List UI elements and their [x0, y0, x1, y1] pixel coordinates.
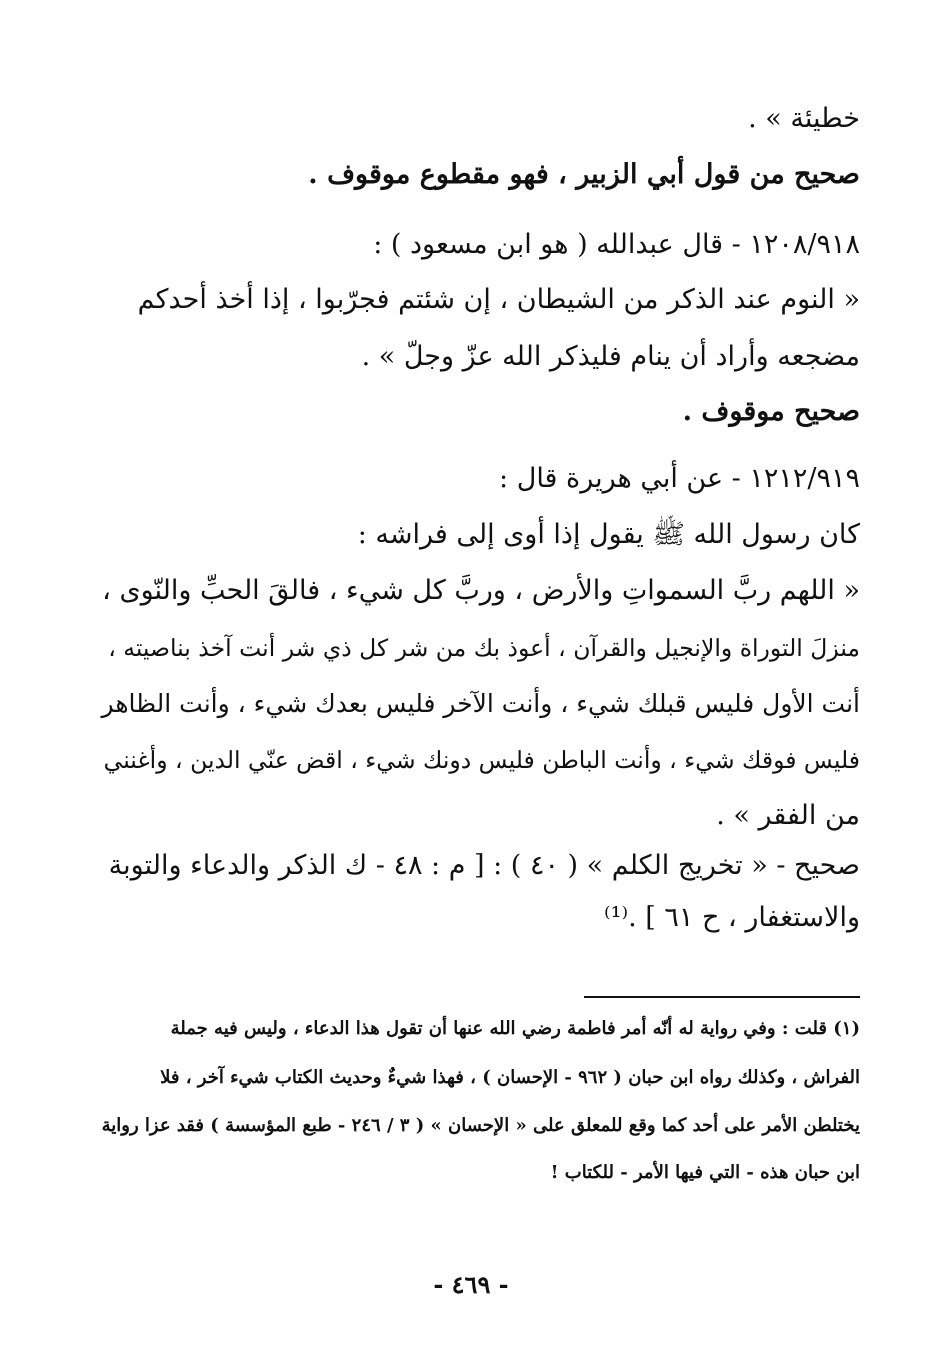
- hadith-919-intro: كان رسول الله ﷺ يقول إذا أوى إلى فراشه :: [357, 519, 860, 550]
- hadith-918-text-line: « النوم عند الذكر من الشيطان ، إن شئتم فجرّبوا ، إذا أخذ أحدكم: [137, 284, 860, 315]
- footnote-line: ابن حبان هذه - التي فيها الأمر - للكتاب !: [550, 1162, 860, 1183]
- footnote-line: (١) قلت : وفي رواية له أنّه أمر فاطمة رضي الله عنها أن تقول هذا الدعاء ، وليس فيه جملة: [170, 1018, 860, 1039]
- hadith-919-text-line: أنت الأول فليس قبلك شيء ، وأنت الآخر فليس بعدك شيء ، وأنت الظاهر: [101, 689, 860, 718]
- footnote-line: يختلطن الأمر على أحد كما وقع للمعلق على « الإحسان » ( ٣ / ٢٤٦ - طبع المؤسسة ) فقد عزا رواية: [101, 1115, 860, 1136]
- footnote-line: الفراش ، وكذلك رواه ابن حبان ( ٩٦٢ - الإحسان ) ، فهذا شيءٌ وحديث الكتاب شيء آخر ، فلا: [160, 1067, 860, 1088]
- text-line-continuation: خطيئة » .: [748, 103, 860, 134]
- takhrij-line: صحيح - « تخريج الكلم » ( ٤٠ ) : [ م : ٤٨ - ك الذكر والدعاء والتوبة: [108, 850, 860, 881]
- hadith-919-text-line: من الفقر » .: [716, 800, 860, 831]
- takhrij-line: والاستغفار ، ح ٦١ ] .⁽¹⁾: [604, 902, 860, 933]
- hadith-919-text-line: « اللهم ربَّ السمواتِ والأرض ، وربَّ كل شيء ، فالقَ الحبِّ والنّوى ،: [102, 575, 860, 606]
- hadith-918-text-line: مضجعه وأراد أن ينام فليذكر الله عزّ وجلّ » .: [361, 341, 860, 372]
- footnote-separator: [584, 996, 860, 998]
- hadith-919-heading: ١٢١٢/٩١٩ - عن أبي هريرة قال :: [499, 463, 860, 494]
- hadith-918-heading: ١٢٠٨/٩١٨ - قال عبدالله ( هو ابن مسعود ) :: [373, 229, 860, 260]
- grading-line: صحيح من قول أبي الزبير ، فهو مقطوع موقوف .: [308, 159, 860, 190]
- hadith-919-text-line: فليس فوقك شيء ، وأنت الباطن فليس دونك شيء ، اقض عنّي الدين ، وأغنني: [103, 746, 860, 774]
- hadith-919-text-line: منزلَ التوراة والإنجيل والقرآن ، أعوذ بك من شر كل ذي شر أنت آخذ بناصيته ،: [108, 634, 860, 662]
- page-number: - ٤٦٩ -: [433, 1270, 509, 1299]
- grading-line: صحيح موقوف .: [682, 396, 860, 427]
